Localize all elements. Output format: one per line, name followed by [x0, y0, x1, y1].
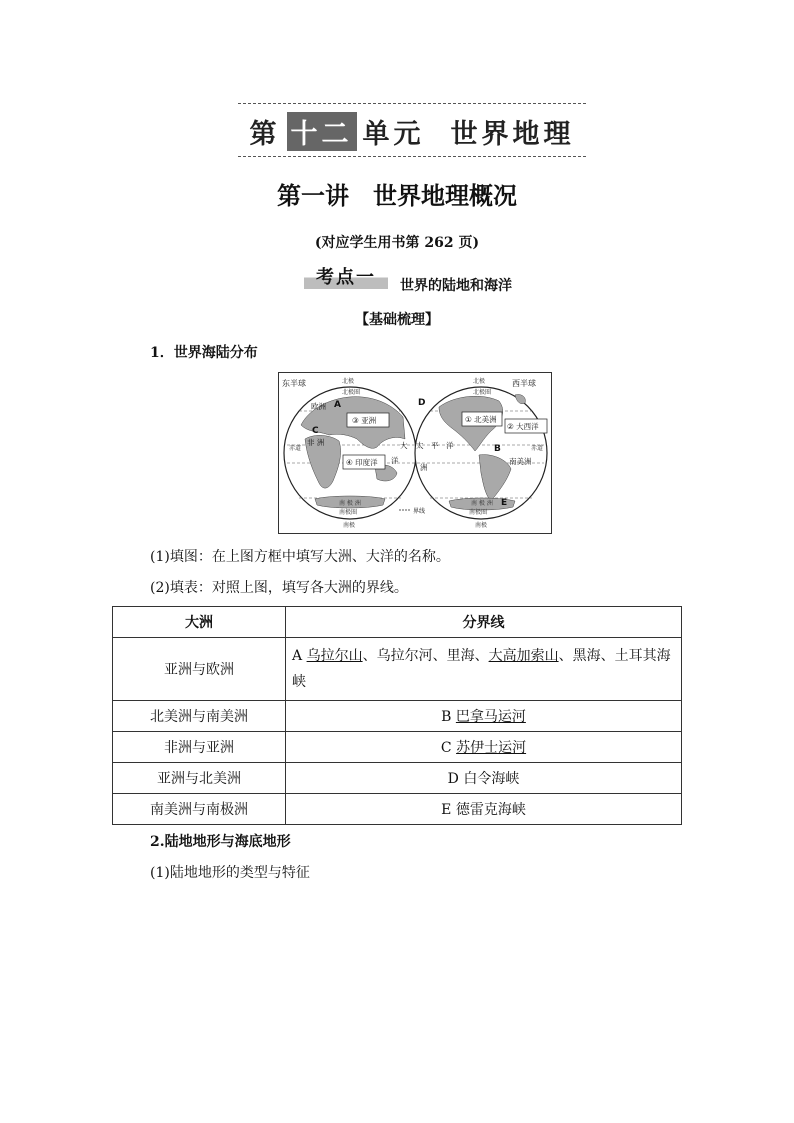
map-label-equator-west: 赤道	[531, 445, 544, 452]
boundary-letter: A	[292, 648, 303, 664]
map-label-box2: ② 大西洋	[507, 422, 539, 431]
unit-number: 十二	[287, 112, 357, 151]
boundary-answer: 德雷克海峡	[455, 802, 526, 818]
map-label-south-pole-west: 南极	[475, 522, 488, 529]
map-label-equator-east: 赤道	[289, 445, 302, 452]
boundary-letter: C	[440, 740, 452, 756]
map-letter-b: B	[494, 444, 501, 454]
map-label-south-pole-east: 南极	[343, 522, 356, 529]
kaodian-label: 考点一	[316, 267, 376, 288]
table-header-row	[113, 607, 682, 638]
section-heading-2: 2.陆地地形与海底地形	[150, 834, 291, 850]
boundary-text: 、里海、	[432, 648, 489, 664]
question-2: (2)填表：对照上图，填写各大洲的界线。	[150, 580, 408, 596]
map-label-west: 西半球	[512, 379, 536, 388]
table-cell-boundary	[286, 763, 682, 794]
table-row	[113, 732, 682, 763]
section-heading-1: 1．世界海陆分布	[150, 345, 258, 361]
map-label-antarctic-circle-west: 南极圈	[469, 509, 488, 516]
boundary-text: 、	[362, 648, 377, 664]
subheading-1: (1)陆地地形的类型与特征	[150, 865, 310, 881]
map-letter-e: E	[501, 498, 508, 508]
map-label-africa: 非 洲	[307, 438, 325, 447]
world-map-figure	[278, 372, 552, 534]
question-1: (1)填图：在上图方框中填写大洲、大洋的名称。	[150, 549, 450, 565]
map-label-pacific: 太 平 洋	[416, 441, 454, 450]
map-letter-a: A	[334, 400, 341, 410]
unit-prefix: 第	[249, 119, 281, 150]
boundary-answer: 白令海峡	[463, 771, 520, 787]
boundary-answer: 苏伊士运河	[456, 740, 527, 756]
map-label-box1: ① 北美洲	[465, 415, 497, 424]
map-legend-label: 界线	[413, 508, 426, 515]
unit-suffix: 单元	[362, 119, 425, 150]
boundary-letter: D	[447, 771, 459, 787]
map-letter-d: D	[418, 398, 426, 408]
map-label-south-america: 南美洲	[509, 457, 532, 466]
table-header-continents: 大洲	[113, 607, 286, 638]
boundary-answer: 大高加索山	[488, 648, 559, 664]
map-label-antarctica-west: 南 极 洲	[471, 500, 493, 507]
unit-subject: 世界地理	[450, 119, 575, 150]
map-label-arctic-east: 北极圈	[342, 389, 361, 396]
boundary-letter: E	[441, 802, 452, 818]
table-cell-continents: 北美洲与南美洲	[113, 701, 286, 732]
boundary-text: 、黑海、土耳其海峡	[292, 648, 671, 690]
table-row	[113, 763, 682, 794]
section-tag: 【基础梳理】	[355, 312, 439, 328]
table-row	[113, 701, 682, 732]
continent-boundary-table	[112, 606, 682, 825]
hemispheres-map	[279, 373, 551, 533]
table-cell-continents: 南美洲与南极洲	[113, 794, 286, 825]
map-label-antarctica-east: 南 极 洲	[339, 500, 361, 507]
boundary-answer: 巴拿马运河	[455, 709, 526, 725]
table-cell-boundary	[286, 701, 682, 732]
boundary-answer: 乌拉尔山	[306, 648, 363, 664]
unit-title	[238, 112, 586, 151]
page-reference: (对应学生用书第 262 页)	[314, 235, 480, 251]
lecture-title: 第一讲 世界地理概况	[277, 182, 517, 210]
unit-header	[238, 103, 586, 157]
table-cell-continents: 亚洲与北美洲	[113, 763, 286, 794]
boundary-answer: 乌拉尔河	[376, 648, 433, 664]
table-cell-continents: 非洲与亚洲	[113, 732, 286, 763]
map-label-north-pole-west: 北极	[473, 378, 486, 385]
table-cell-continents: 亚洲与欧洲	[113, 638, 286, 701]
map-label-antarctic-circle-east: 南极圈	[339, 509, 358, 516]
map-letter-c: C	[312, 426, 319, 436]
map-label-box3: ③ 亚洲	[352, 416, 377, 425]
map-label-east: 东半球	[282, 379, 306, 388]
map-label-zhou: 洲	[420, 463, 428, 472]
table-header-boundary: 分界线	[286, 607, 682, 638]
table-cell-boundary	[286, 794, 682, 825]
map-label-box4: ④ 印度洋	[346, 458, 378, 467]
table-cell-boundary	[286, 638, 682, 701]
table-row	[113, 794, 682, 825]
table-row	[113, 638, 682, 701]
table-cell-boundary	[286, 732, 682, 763]
map-label-da: 大	[400, 441, 408, 450]
map-label-yang: 洋	[391, 456, 399, 465]
kaodian-tag	[304, 263, 388, 289]
boundary-letter: B	[441, 709, 452, 725]
kaodian-topic: 世界的陆地和海洋	[400, 278, 512, 294]
map-label-north-pole-east: 北极	[342, 378, 355, 385]
map-label-arctic-west: 北极圈	[473, 389, 492, 396]
map-label-europe: 欧洲	[311, 402, 326, 411]
